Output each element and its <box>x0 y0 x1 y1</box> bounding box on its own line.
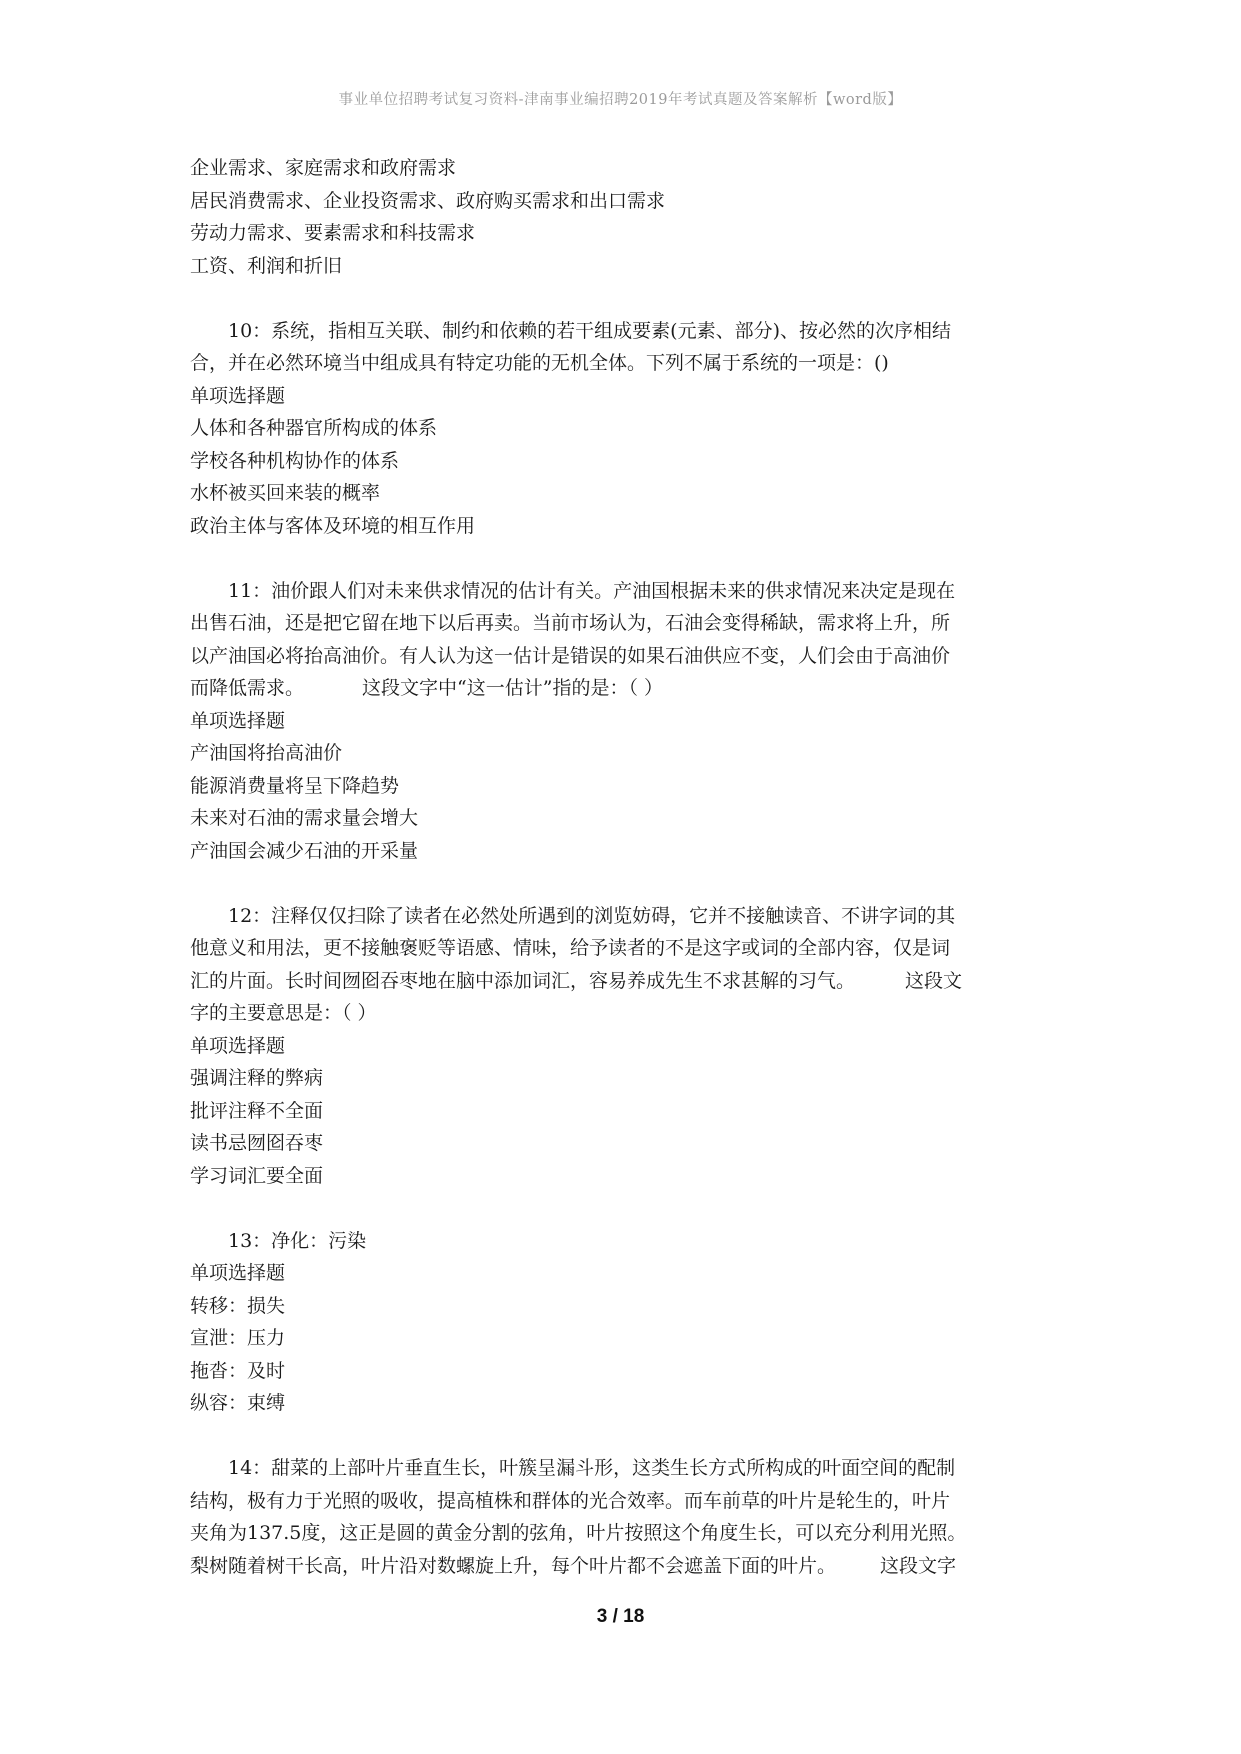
option: 能源消费量将呈下降趋势 <box>190 774 400 797</box>
option: 未来对石油的需求量会增大 <box>190 807 419 829</box>
question-stem-line: 出售石油，还是把它留在地下以后再卖。当前市场认为，石油会变得稀缺，需求将上升，所 <box>190 612 951 634</box>
question-prompt: 这段文 <box>905 969 963 992</box>
option: 产油国会减少石油的开采量 <box>190 839 419 862</box>
option: 产油国将抬高油价 <box>190 742 343 764</box>
option: 人体和各种器官所构成的体系 <box>190 417 438 439</box>
question-stem-line <box>190 672 1060 705</box>
question-prompt: 这段文字中“这一估计”指的是：（ ） <box>362 677 663 699</box>
question-11 <box>190 575 1060 868</box>
question-stem-line: 10：系统，指相互关联、制约和依赖的若干组成要素(元素、部分)、按必然的次序相结 <box>228 319 952 342</box>
question-type: 单项选择题 <box>190 709 286 732</box>
question-type: 单项选择题 <box>190 384 286 407</box>
option: 纵容：束缚 <box>190 1392 286 1414</box>
question-stem-line: 以产油国必将抬高油价。有人认为这一估计是错误的如果石油供应不变，人们会由于高油价 <box>190 644 951 667</box>
option: 企业需求、家庭需求和政府需求 <box>190 157 457 179</box>
stem-text: 梨树随着树干长高，叶片沿对数螺旋上升，每个叶片都不会遮盖下面的叶片。 <box>190 1554 837 1577</box>
question-type: 单项选择题 <box>190 1262 286 1284</box>
option: 学校各种机构协作的体系 <box>190 449 400 472</box>
question-13 <box>190 1225 1060 1420</box>
question-type: 单项选择题 <box>190 1034 286 1057</box>
question-stem-line: 夹角为137.5度，这正是圆的黄金分割的弦角，叶片按照这个角度生长，可以充分利用光照。 <box>190 1522 967 1544</box>
question-9-options <box>190 152 1060 282</box>
question-14 <box>190 1452 1060 1582</box>
option: 拖沓：及时 <box>190 1359 286 1382</box>
question-stem-line: 他意义和用法，更不接触褒贬等语感、情味，给予读者的不是这字或词的全部内容，仅是词 <box>190 937 951 959</box>
option: 强调注释的弊病 <box>190 1067 324 1089</box>
question-stem-line: 合，并在必然环境当中组成具有特定功能的无机全体。下列不属于系统的一项是：() <box>190 352 889 374</box>
option: 读书忌囫囵吞枣 <box>190 1132 324 1154</box>
question-stem-line <box>190 965 1060 998</box>
option: 水杯被买回来装的概率 <box>190 482 381 504</box>
option: 工资、利润和折旧 <box>190 254 343 277</box>
option: 政治主体与客体及环境的相互作用 <box>190 514 476 537</box>
stem-text: 而降低需求。 <box>190 677 305 699</box>
question-stem-line: 14：甜菜的上部叶片垂直生长，叶簇呈漏斗形，这类生长方式所构成的叶面空间的配制 <box>228 1457 956 1479</box>
question-10 <box>190 315 1060 543</box>
document-body <box>190 152 1060 1582</box>
option: 批评注释不全面 <box>190 1099 324 1122</box>
option: 宣泄：压力 <box>190 1327 286 1349</box>
question-stem-line <box>190 1550 1060 1583</box>
question-stem-line: 11：油价跟人们对未来供求情况的估计有关。产油国根据未来的供求情况来决定是现在 <box>228 579 956 602</box>
question-stem-line: 字的主要意思是：（ ） <box>190 1002 377 1024</box>
option: 居民消费需求、企业投资需求、政府购买需求和出口需求 <box>190 189 666 212</box>
question-prompt: 这段文字 <box>880 1554 957 1577</box>
page-header: 事业单位招聘考试复习资料-津南事业编招聘2019年考试真题及答案解析【word版】 <box>338 92 903 108</box>
page-number: 3 / 18 <box>596 1606 645 1627</box>
option: 劳动力需求、要素需求和科技需求 <box>190 222 476 244</box>
stem-text: 汇的片面。长时间囫囵吞枣地在脑中添加词汇，容易养成先生不求甚解的习气。 <box>190 969 856 992</box>
question-stem-line: 13：净化：污染 <box>228 1229 367 1252</box>
question-stem-line: 12：注释仅仅扫除了读者在必然处所遇到的浏览妨碍，它并不接触读音、不讲字词的其 <box>228 904 956 927</box>
question-12 <box>190 900 1060 1193</box>
question-stem-line: 结构，极有力于光照的吸收，提高植株和群体的光合效率。而车前草的叶片是轮生的，叶片 <box>190 1489 951 1512</box>
option: 学习词汇要全面 <box>190 1164 324 1187</box>
option: 转移：损失 <box>190 1294 286 1317</box>
